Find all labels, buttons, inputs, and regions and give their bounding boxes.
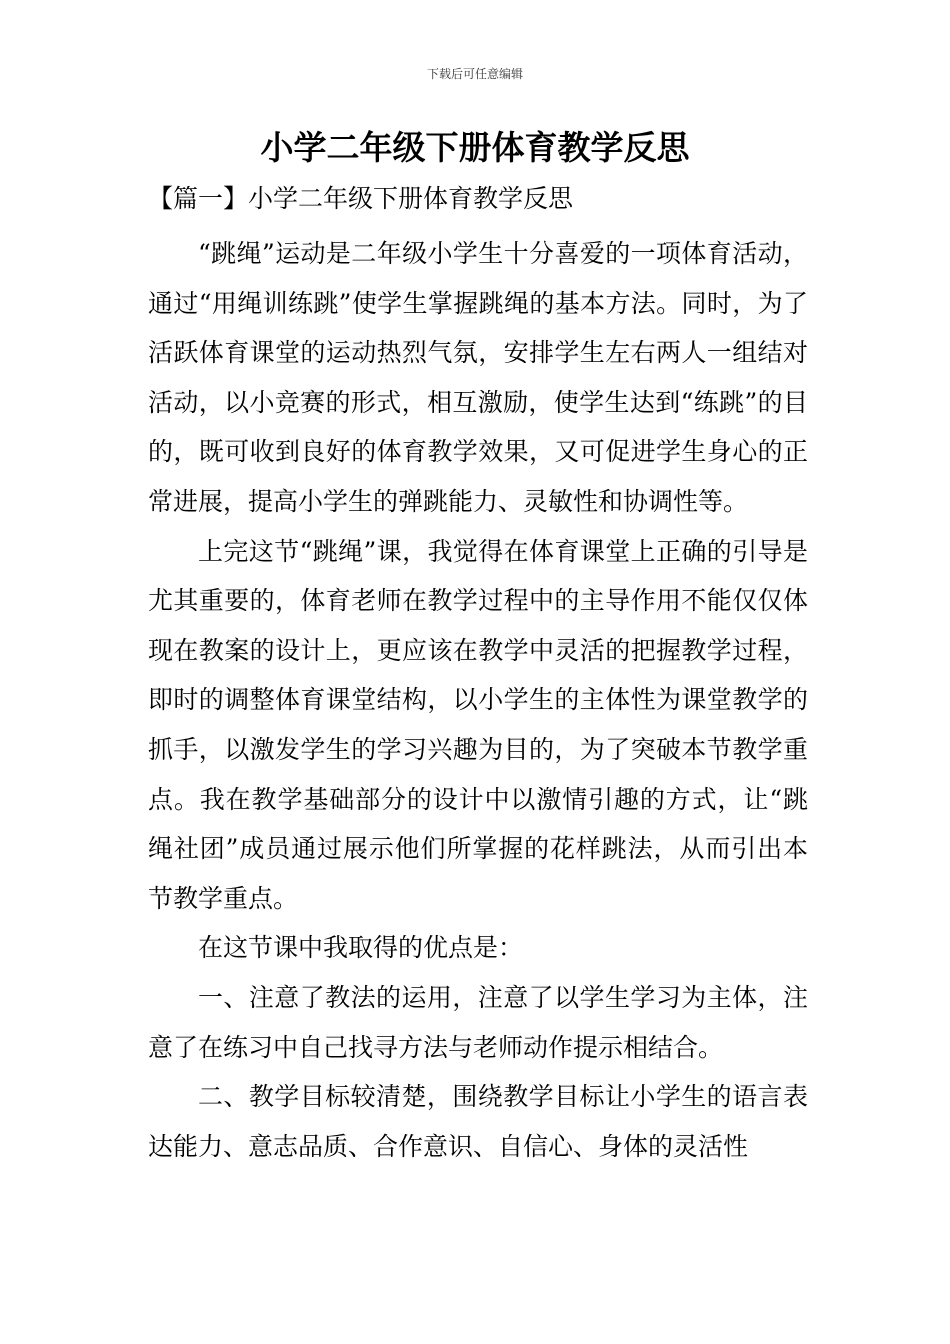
section-heading: 【篇一】小学二年级下册体育教学反思 [148,184,574,213]
document-title: 小学二年级下册体育教学反思 [260,128,690,167]
paragraph: 二、教学目标较清楚，围绕教学目标让小学生的语言表达能力、意志品质、合作意识、自信心、身体的灵活性 [148,1082,808,1161]
header-note: 下载后可任意编辑 [426,67,523,81]
paragraph: 上完这节“跳绳”课，我觉得在体育课堂上正确的引导是尤其重要的，体育老师在教学过程中的主导作用不能仅仅体现在教案的设计上，更应该在教学中灵活的把握教学过程，即时的调整体育课堂结构，以小学生的主体性为课堂教学的抓手，以激发学生的学习兴趣为目的，为了突破本节教学重点。我在教学基础部分的设计中以激情引趣的方式，让“跳绳社团”成员通过展示他们所掌握的花样跳法，从而引出本节教学重点。 [148,536,808,913]
paragraph: 一、注意了教法的运用，注意了以学生学习为主体，注意了在练习中自己找寻方法与老师动作提示相结合。 [148,982,808,1062]
paragraph: “跳绳”运动是二年级小学生十分喜爱的一项体育活动，通过“用绳训练跳”使学生掌握跳绳的基本方法。同时，为了活跃体育课堂的运动热烈气氛，安排学生左右两人一组结对活动，以小竞赛的形式，相互激励，使学生达到“练跳”的目的，既可收到良好的体育教学效果，又可促进学生身心的正常进展，提高小学生的弹跳能力、灵敏性和协调性等。 [148,239,808,516]
paragraph: 在这节课中我取得的优点是： [198,933,524,963]
document-body [148,229,808,1171]
